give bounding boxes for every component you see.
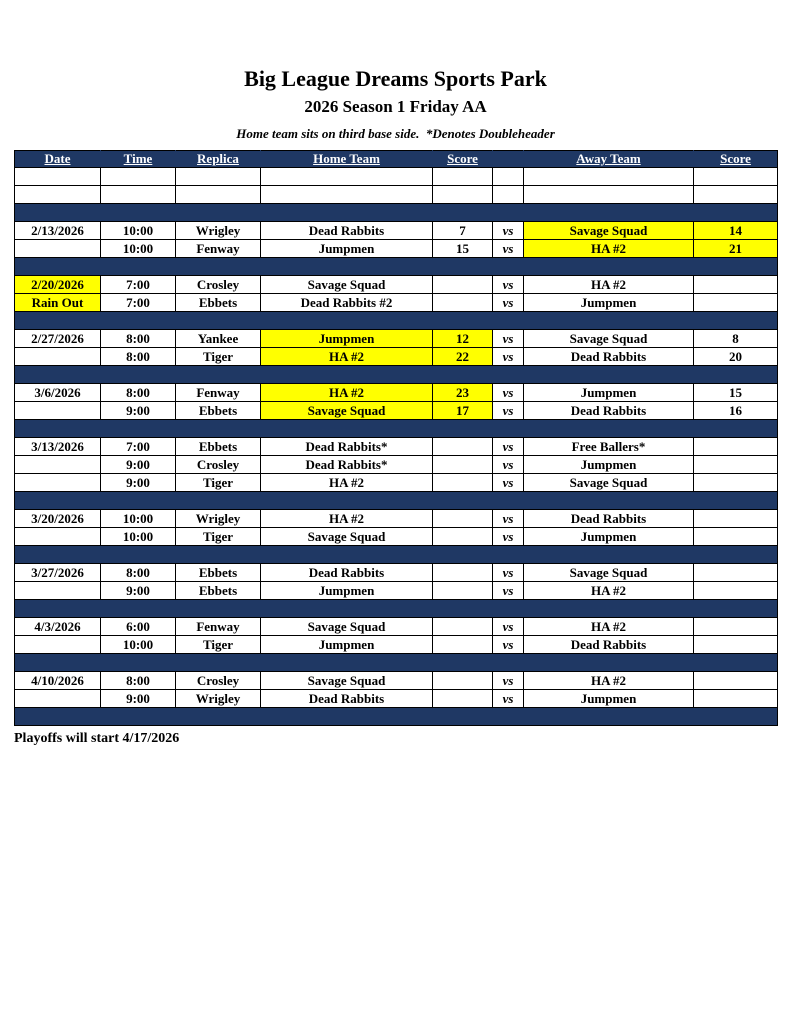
cell-home-team: Jumpmen <box>261 636 433 654</box>
cell-date <box>15 690 101 708</box>
cell-away-score <box>694 186 778 204</box>
cell-home-team: Savage Squad <box>261 672 433 690</box>
game-row <box>15 456 778 474</box>
schedule-table <box>14 150 778 726</box>
cell-home-score <box>433 474 493 492</box>
cell-vs <box>493 168 524 186</box>
separator-bar <box>15 492 778 510</box>
game-row <box>15 438 778 456</box>
cell-away-score <box>694 672 778 690</box>
cell-replica: Ebbets <box>176 564 261 582</box>
separator-bar <box>15 420 778 438</box>
separator-row <box>15 546 778 564</box>
cell-replica: Crosley <box>176 456 261 474</box>
cell-away-team: Savage Squad <box>524 474 694 492</box>
cell-time: 7:00 <box>101 294 176 312</box>
cell-home-team: Savage Squad <box>261 528 433 546</box>
separator-bar <box>15 600 778 618</box>
cell-replica: Wrigley <box>176 510 261 528</box>
cell-home-score: 15 <box>433 240 493 258</box>
cell-away-score <box>694 582 778 600</box>
cell-replica: Fenway <box>176 240 261 258</box>
game-row <box>15 348 778 366</box>
cell-away-score <box>694 438 778 456</box>
cell-away-team: Savage Squad <box>524 222 694 240</box>
separator-bar <box>15 708 778 726</box>
cell-home-score <box>433 276 493 294</box>
column-header-away-team: Away Team <box>524 151 694 168</box>
cell-home-score: 22 <box>433 348 493 366</box>
game-row <box>15 330 778 348</box>
cell-home-score <box>433 564 493 582</box>
cell-vs: vs <box>493 474 524 492</box>
cell-time: 8:00 <box>101 564 176 582</box>
cell-date <box>15 402 101 420</box>
cell-home-score <box>433 582 493 600</box>
game-row <box>15 222 778 240</box>
cell-home-score: 23 <box>433 384 493 402</box>
cell-away-team: Jumpmen <box>524 294 694 312</box>
game-row <box>15 636 778 654</box>
cell-date: 2/13/2026 <box>15 222 101 240</box>
cell-replica: Crosley <box>176 276 261 294</box>
cell-vs <box>493 186 524 204</box>
separator-row <box>15 258 778 276</box>
cell-vs: vs <box>493 456 524 474</box>
cell-home-team: Dead Rabbits* <box>261 456 433 474</box>
cell-replica: Tiger <box>176 528 261 546</box>
game-row <box>15 564 778 582</box>
game-row <box>15 240 778 258</box>
playoffs-note: Playoffs will start 4/17/2026 <box>14 731 180 747</box>
cell-date: 3/13/2026 <box>15 438 101 456</box>
cell-vs: vs <box>493 240 524 258</box>
home-team-note: Home team sits on third base side. *Denotes Doubleheader <box>236 125 555 141</box>
game-row <box>15 276 778 294</box>
cell-replica: Ebbets <box>176 582 261 600</box>
cell-replica: Tiger <box>176 636 261 654</box>
cell-date: 2/27/2026 <box>15 330 101 348</box>
cell-away-score <box>694 564 778 582</box>
game-row <box>15 474 778 492</box>
cell-vs: vs <box>493 510 524 528</box>
separator-bar <box>15 366 778 384</box>
cell-replica: Ebbets <box>176 402 261 420</box>
separator-row <box>15 312 778 330</box>
column-header-home-score: Score <box>433 151 493 168</box>
table-header-row <box>15 151 778 168</box>
cell-away-score <box>694 168 778 186</box>
cell-home-team: Savage Squad <box>261 276 433 294</box>
cell-time: 10:00 <box>101 636 176 654</box>
cell-date: 3/6/2026 <box>15 384 101 402</box>
cell-home-team: Dead Rabbits <box>261 564 433 582</box>
cell-away-team: HA #2 <box>524 240 694 258</box>
column-header-home-team: Home Team <box>261 151 433 168</box>
cell-vs: vs <box>493 294 524 312</box>
page-title: Big League Dreams Sports Park <box>244 66 547 91</box>
cell-date: 4/3/2026 <box>15 618 101 636</box>
cell-home-score <box>433 528 493 546</box>
cell-time: 9:00 <box>101 690 176 708</box>
cell-time: 9:00 <box>101 402 176 420</box>
cell-vs: vs <box>493 564 524 582</box>
cell-home-score <box>433 168 493 186</box>
separator-row <box>15 204 778 222</box>
cell-away-score: 14 <box>694 222 778 240</box>
cell-replica <box>176 168 261 186</box>
game-row <box>15 528 778 546</box>
cell-time <box>101 186 176 204</box>
cell-home-score <box>433 294 493 312</box>
game-row <box>15 582 778 600</box>
cell-replica: Ebbets <box>176 438 261 456</box>
cell-date <box>15 528 101 546</box>
cell-home-score: 12 <box>433 330 493 348</box>
separator-bar <box>15 654 778 672</box>
game-row <box>15 510 778 528</box>
cell-date <box>15 168 101 186</box>
cell-away-score <box>694 510 778 528</box>
cell-home-team <box>261 168 433 186</box>
cell-away-team: Free Ballers* <box>524 438 694 456</box>
cell-away-score: 8 <box>694 330 778 348</box>
separator-bar <box>15 546 778 564</box>
cell-vs: vs <box>493 528 524 546</box>
cell-time: 6:00 <box>101 618 176 636</box>
cell-home-team: Savage Squad <box>261 618 433 636</box>
cell-away-score: 15 <box>694 384 778 402</box>
cell-away-score: 16 <box>694 402 778 420</box>
cell-home-team: Dead Rabbits <box>261 690 433 708</box>
column-header-date: Date <box>15 151 101 168</box>
cell-away-score <box>694 528 778 546</box>
cell-date: 2/20/2026 <box>15 276 101 294</box>
cell-date <box>15 240 101 258</box>
cell-away-score <box>694 456 778 474</box>
cell-home-team: Savage Squad <box>261 402 433 420</box>
cell-time: 10:00 <box>101 222 176 240</box>
empty-row <box>15 168 778 186</box>
cell-replica: Wrigley <box>176 690 261 708</box>
cell-away-team: Dead Rabbits <box>524 636 694 654</box>
cell-away-score: 20 <box>694 348 778 366</box>
cell-replica: Wrigley <box>176 222 261 240</box>
cell-vs: vs <box>493 672 524 690</box>
cell-away-team: Jumpmen <box>524 384 694 402</box>
cell-vs: vs <box>493 636 524 654</box>
cell-away-team: HA #2 <box>524 276 694 294</box>
cell-vs: vs <box>493 690 524 708</box>
game-row <box>15 402 778 420</box>
separator-row <box>15 600 778 618</box>
column-header-time: Time <box>101 151 176 168</box>
cell-date: 3/20/2026 <box>15 510 101 528</box>
cell-vs: vs <box>493 618 524 636</box>
cell-away-score <box>694 294 778 312</box>
cell-home-team: Jumpmen <box>261 240 433 258</box>
cell-home-score <box>433 186 493 204</box>
cell-home-score <box>433 672 493 690</box>
separator-row <box>15 654 778 672</box>
cell-time: 10:00 <box>101 528 176 546</box>
cell-time <box>101 168 176 186</box>
separator-bar <box>15 258 778 276</box>
cell-home-score <box>433 690 493 708</box>
cell-home-score <box>433 438 493 456</box>
column-header-replica: Replica <box>176 151 261 168</box>
cell-away-score: 21 <box>694 240 778 258</box>
column-header-away-score: Score <box>694 151 778 168</box>
separator-row <box>15 708 778 726</box>
game-row <box>15 672 778 690</box>
cell-vs: vs <box>493 384 524 402</box>
cell-home-team: HA #2 <box>261 348 433 366</box>
cell-away-team: Dead Rabbits <box>524 348 694 366</box>
cell-replica: Tiger <box>176 474 261 492</box>
game-row <box>15 690 778 708</box>
column-header-vs <box>493 151 524 168</box>
cell-time: 8:00 <box>101 330 176 348</box>
cell-away-team: HA #2 <box>524 672 694 690</box>
cell-away-team: Savage Squad <box>524 330 694 348</box>
cell-away-team: Jumpmen <box>524 528 694 546</box>
cell-time: 10:00 <box>101 240 176 258</box>
cell-date <box>15 348 101 366</box>
cell-replica: Ebbets <box>176 294 261 312</box>
cell-away-team <box>524 186 694 204</box>
cell-home-team: Dead Rabbits #2 <box>261 294 433 312</box>
cell-home-team: HA #2 <box>261 474 433 492</box>
cell-replica: Crosley <box>176 672 261 690</box>
cell-date <box>15 474 101 492</box>
cell-home-score <box>433 510 493 528</box>
empty-row <box>15 186 778 204</box>
game-row <box>15 618 778 636</box>
cell-home-team: Jumpmen <box>261 582 433 600</box>
cell-vs: vs <box>493 402 524 420</box>
game-row <box>15 384 778 402</box>
cell-time: 7:00 <box>101 276 176 294</box>
cell-vs: vs <box>493 222 524 240</box>
cell-time: 9:00 <box>101 582 176 600</box>
cell-away-team: Jumpmen <box>524 690 694 708</box>
cell-vs: vs <box>493 348 524 366</box>
cell-vs: vs <box>493 330 524 348</box>
separator-bar <box>15 204 778 222</box>
cell-replica: Fenway <box>176 618 261 636</box>
cell-date: Rain Out <box>15 294 101 312</box>
separator-row <box>15 492 778 510</box>
cell-away-team: Jumpmen <box>524 456 694 474</box>
cell-date: 3/27/2026 <box>15 564 101 582</box>
cell-time: 9:00 <box>101 456 176 474</box>
cell-replica <box>176 186 261 204</box>
cell-time: 8:00 <box>101 672 176 690</box>
cell-home-score: 17 <box>433 402 493 420</box>
cell-vs: vs <box>493 582 524 600</box>
cell-date <box>15 456 101 474</box>
cell-home-team: HA #2 <box>261 384 433 402</box>
cell-away-score <box>694 276 778 294</box>
cell-away-score <box>694 618 778 636</box>
cell-time: 10:00 <box>101 510 176 528</box>
cell-away-team: Dead Rabbits <box>524 402 694 420</box>
cell-time: 8:00 <box>101 384 176 402</box>
cell-away-team: Savage Squad <box>524 564 694 582</box>
cell-home-team: Dead Rabbits* <box>261 438 433 456</box>
separator-row <box>15 420 778 438</box>
cell-time: 8:00 <box>101 348 176 366</box>
cell-home-team: HA #2 <box>261 510 433 528</box>
cell-away-team <box>524 168 694 186</box>
cell-home-team <box>261 186 433 204</box>
cell-vs: vs <box>493 276 524 294</box>
cell-date <box>15 582 101 600</box>
cell-time: 7:00 <box>101 438 176 456</box>
separator-row <box>15 366 778 384</box>
separator-bar <box>15 312 778 330</box>
cell-away-score <box>694 690 778 708</box>
cell-replica: Fenway <box>176 384 261 402</box>
cell-home-team: Dead Rabbits <box>261 222 433 240</box>
cell-away-team: Dead Rabbits <box>524 510 694 528</box>
cell-away-team: HA #2 <box>524 582 694 600</box>
cell-replica: Tiger <box>176 348 261 366</box>
cell-away-score <box>694 636 778 654</box>
cell-vs: vs <box>493 438 524 456</box>
cell-away-team: HA #2 <box>524 618 694 636</box>
cell-home-score <box>433 456 493 474</box>
cell-time: 9:00 <box>101 474 176 492</box>
cell-home-score <box>433 636 493 654</box>
cell-date <box>15 636 101 654</box>
cell-home-score <box>433 618 493 636</box>
game-row <box>15 294 778 312</box>
cell-home-team: Jumpmen <box>261 330 433 348</box>
cell-date: 4/10/2026 <box>15 672 101 690</box>
page-subtitle: 2026 Season 1 Friday AA <box>304 97 487 117</box>
cell-replica: Yankee <box>176 330 261 348</box>
cell-date <box>15 186 101 204</box>
cell-away-score <box>694 474 778 492</box>
cell-home-score: 7 <box>433 222 493 240</box>
document-header <box>0 0 791 141</box>
